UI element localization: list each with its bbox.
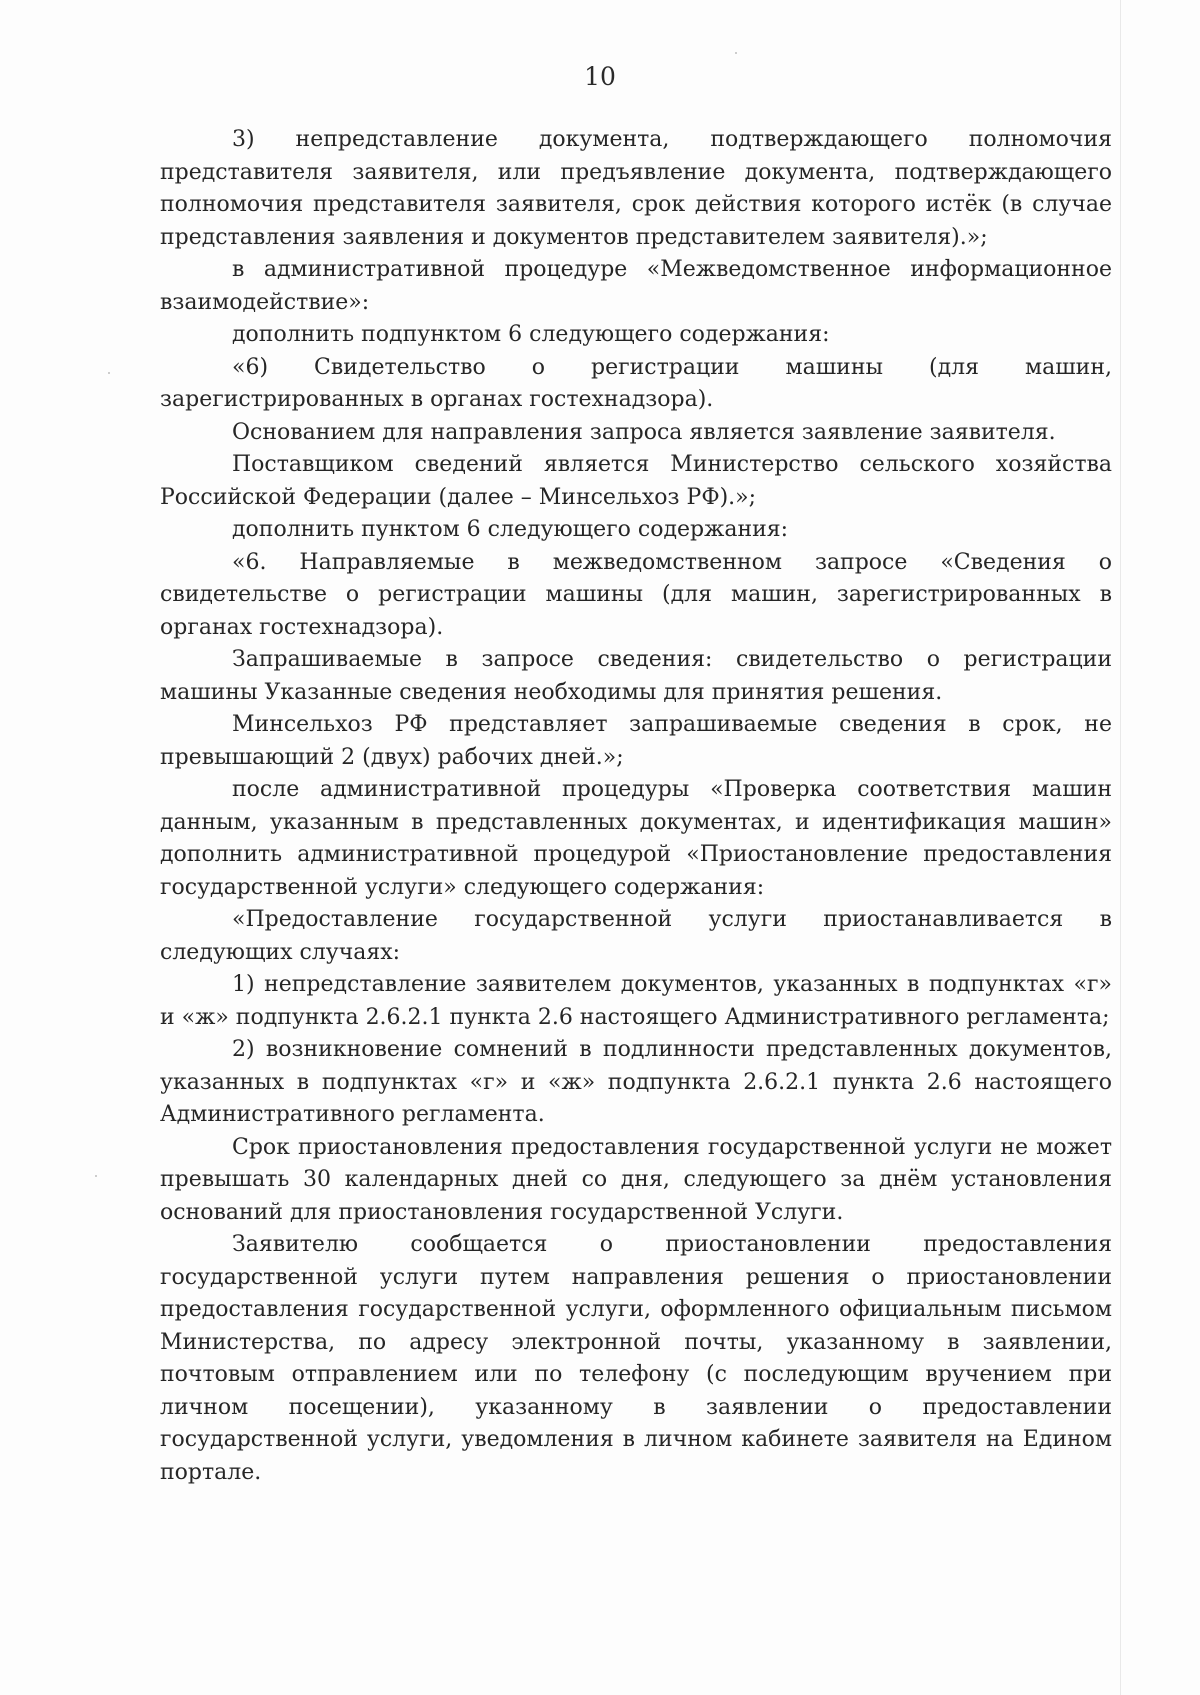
paragraph: Поставщиком сведений является Министерство сельского хозяйства Российской Федерации (далее – Минсельхоз РФ).»; bbox=[160, 452, 1112, 510]
paragraph: «6) Свидетельство о регистрации машины (для машин, зарегистрированных в органах гостехнадзора). bbox=[160, 354, 1112, 412]
scan-speck bbox=[735, 52, 737, 54]
paragraph: 2) возникновение сомнений в подлинности представленных документов, указанных в подпунктах «г» и «ж» подпункта 2.6.2.1 пункта 2.6 настоящего Административного регламента. bbox=[160, 1037, 1112, 1127]
page-number: 10 bbox=[584, 62, 616, 91]
scan-edge-mark bbox=[1120, 0, 1121, 1695]
paragraph: «Предоставление государственной услуги приостанавливается в следующих случаях: bbox=[160, 907, 1112, 965]
paragraph: Запрашиваемые в запросе сведения: свидетельство о регистрации машины Указанные сведения необходимы для принятия решения. bbox=[160, 647, 1112, 705]
document-body bbox=[160, 124, 1112, 1489]
paragraph: Заявителю сообщается о приостановлении предоставления государственной услуги путем направления решения о приостановлении предоставления государственной услуги, оформленного официальным письмом Министерства, по адресу электронной почты, указанному в заявлении, почтовым отправлением или по телефону (с последующим вручением при личном посещении), указанному в заявлении о предоставлении государственной услуги, уведомления в личном кабинете заявителя на Едином портале. bbox=[160, 1232, 1112, 1485]
paragraph: «6. Направляемые в межведомственном запросе «Сведения о свидетельстве о регистрации машины (для машин, зарегистрированных в органах гостехнадзора). bbox=[160, 549, 1112, 640]
paragraph: Срок приостановления предоставления государственной услуги не может превышать 30 календарных дней со дня, следующего за днём установления оснований для приостановления государственной Услуги. bbox=[160, 1134, 1112, 1225]
paragraph: Минсельхоз РФ представляет запрашиваемые сведения в срок, не превышающий 2 (двух) рабочих дней.»; bbox=[160, 712, 1112, 770]
paragraph: Основанием для направления запроса является заявление заявителя. bbox=[232, 419, 1056, 445]
paragraph: в административной процедуре «Межведомственное информационное взаимодействие»: bbox=[160, 257, 1112, 315]
paragraph: 1) непредставление заявителем документов, указанных в подпунктах «г» и «ж» подпункта 2.6.2.1 пункта 2.6 настоящего Административного регламента; bbox=[160, 972, 1112, 1030]
paragraph: дополнить пунктом 6 следующего содержания: bbox=[232, 517, 789, 542]
paragraph: 3) непредставление документа, подтверждающего полномочия представителя заявителя, или предъявление документа, подтверждающего полномочия представителя заявителя, срок действия которого истёк (в случае представления заявления и документов представителем заявителя).»; bbox=[160, 127, 1112, 250]
paragraph: после административной процедуры «Проверка соответствия машин данным, указанным в представленных документах, и идентификация машин» дополнить административной процедурой «Приостановление предоставления государственной услуги» следующего содержания: bbox=[160, 777, 1112, 900]
scan-speck bbox=[108, 372, 110, 374]
paragraph: дополнить подпунктом 6 следующего содержания: bbox=[232, 322, 830, 347]
scan-speck bbox=[95, 1175, 97, 1177]
